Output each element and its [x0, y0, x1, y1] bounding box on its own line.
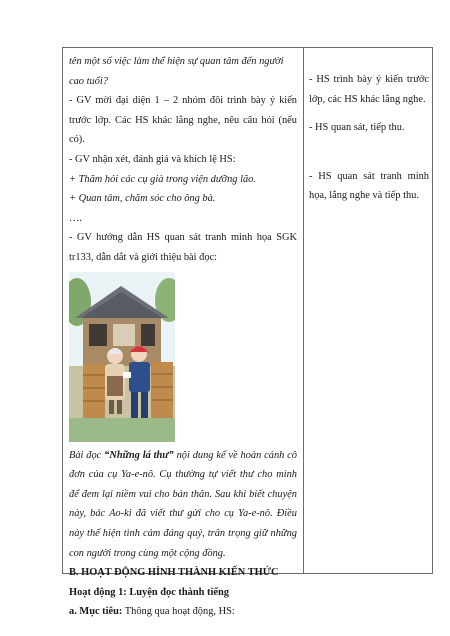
teacher-activities-column — [69, 52, 297, 622]
instruction-groups: - GV mời đại diện 1 – 2 nhóm đôi trình bày ý kiến trước lớp. Các HS khác lắng nghe, nêu câu hỏi (nếu có). — [69, 95, 297, 146]
student-response-3: - HS quan sát tranh minh họa, lắng nghe và tiếp thu. — [309, 170, 429, 202]
reading-summary-body: nội dung kể về hoàn cảnh cô đơn của cụ Ya-e-nô. Cụ thường tự viết thư cho mình để đem lại niềm vui cho bản thân. Sau khi biết chuyện này, bác Ao-ki đã viết thư gửi cho cụ Ya-e-nô. Điều này thể hiện tình cảm đáng quý, trân trọng giữ những con người trong cùng một cộng đồng. — [69, 449, 297, 559]
example-item-2: + Quan tâm, chăm sóc cho ông bà. — [69, 193, 216, 205]
instruction-feedback: - GV nhận xét, đánh giá và khích lệ HS: — [69, 153, 236, 165]
objective-text: Thông qua hoạt động, HS: — [122, 606, 235, 618]
reading-summary — [69, 446, 297, 564]
reading-title: “Những lá thư” — [104, 449, 174, 461]
activity-heading: Hoạt động 1: Luyện đọc thành tiếng — [69, 586, 229, 598]
section-heading: B. HOẠT ĐỘNG HÌNH THÀNH KIẾN THỨC — [69, 567, 279, 579]
story-illustration — [69, 272, 175, 442]
student-response-1: - HS trình bày ý kiến trước lớp, các HS khác lắng nghe. — [309, 74, 429, 105]
question-text: tên một số việc làm thể hiện sự quan tâm đến người cao tuổi? — [69, 56, 284, 87]
ellipsis: …. — [69, 212, 82, 224]
objective-line — [69, 602, 297, 622]
lesson-table — [62, 47, 433, 618]
student-activities-column — [309, 70, 429, 206]
instruction-illustration: - GV hướng dẫn HS quan sát tranh minh họa SGK tr133, dẫn dắt và giới thiệu bài đọc: — [69, 232, 297, 263]
example-item-1: + Thăm hỏi các cụ già trong viện dưỡng lão. — [69, 173, 256, 185]
objective-label: a. Mục tiêu: — [69, 606, 123, 618]
column-divider — [303, 48, 304, 573]
student-response-2: - HS quan sát, tiếp thu. — [309, 122, 405, 134]
reading-summary-prefix: Bài đọc — [69, 449, 105, 461]
